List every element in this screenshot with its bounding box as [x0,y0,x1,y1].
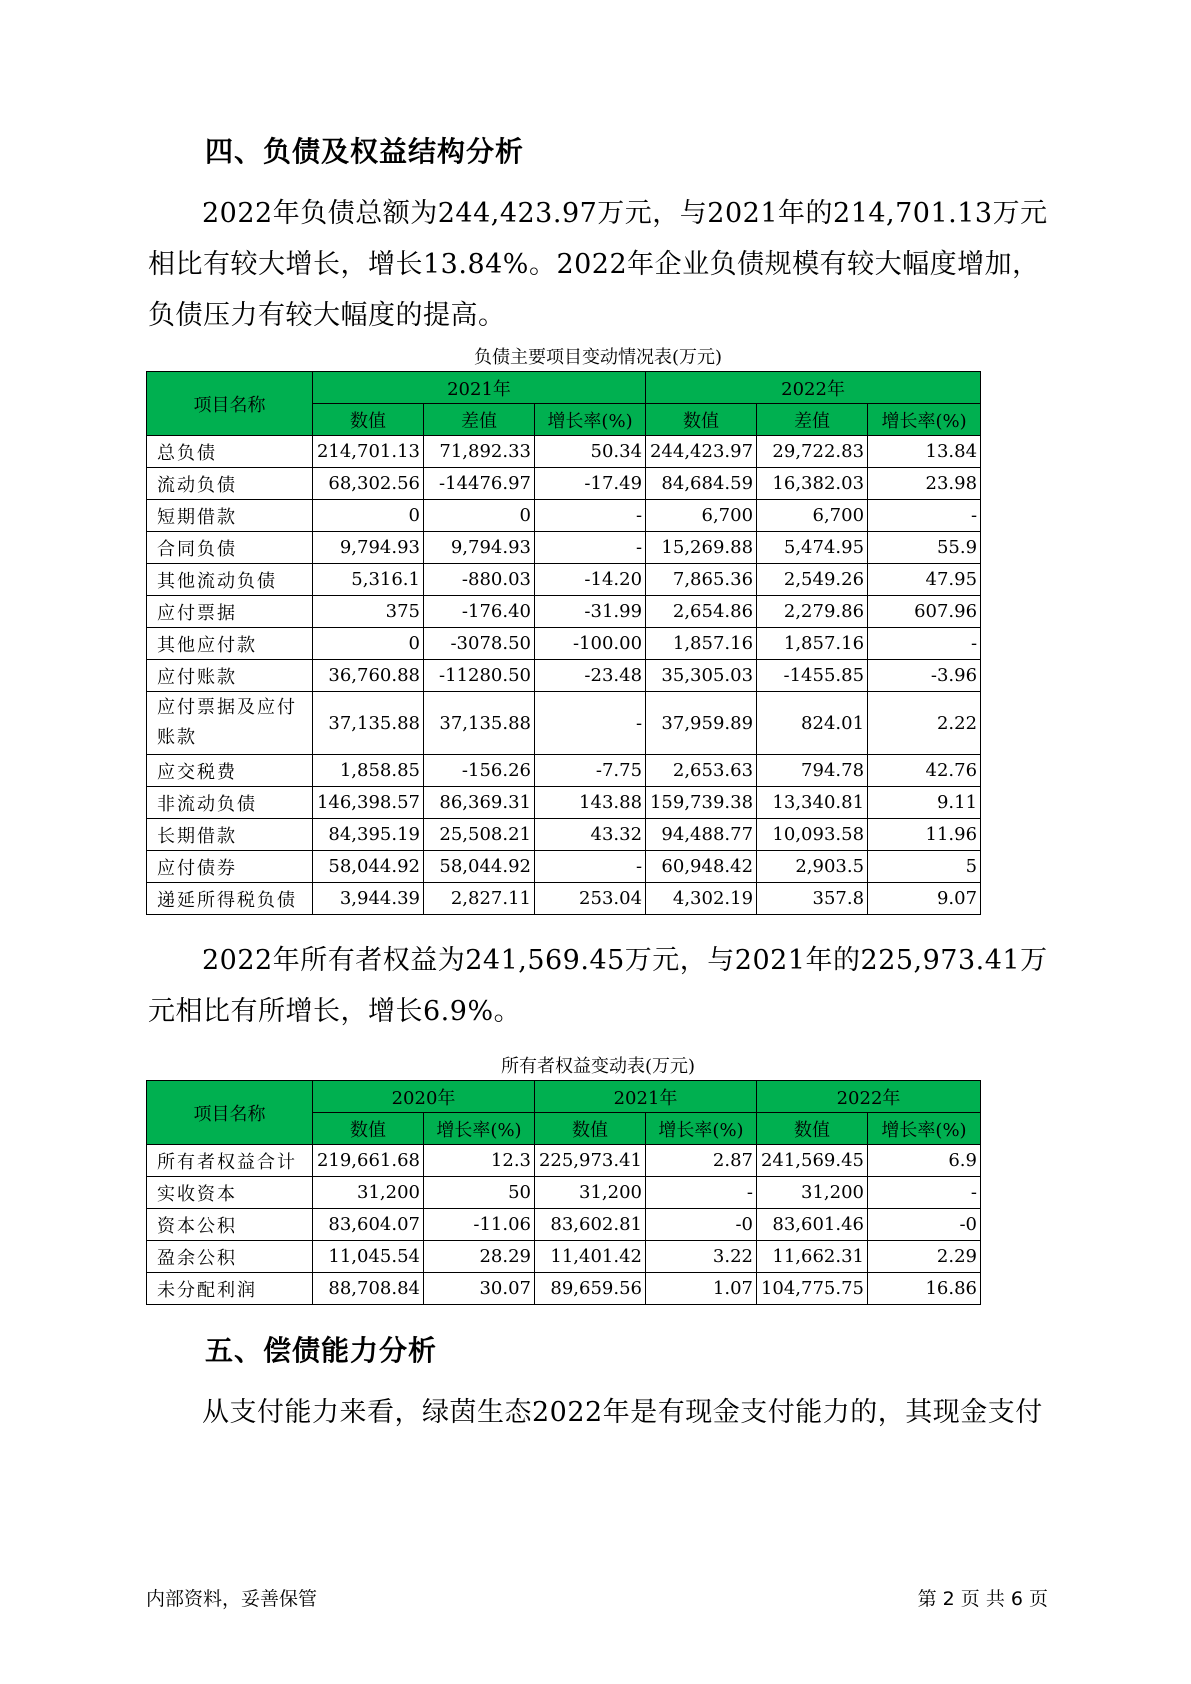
table-cell: 47.95 [868,564,981,596]
table-cell: -880.03 [424,564,535,596]
table-cell: 2.22 [868,692,981,755]
column-header: 数值 [313,404,424,436]
row-label: 非流动负债 [147,787,313,819]
column-header: 2020年 [313,1081,535,1113]
page-number: 第 2 页 共 6 页 [917,1588,1048,1610]
column-header: 数值 [535,1113,646,1145]
row-label: 资本公积 [147,1209,313,1241]
table-cell: -11280.50 [424,660,535,692]
equity-table [146,1080,981,1305]
table-cell: 244,423.97 [646,436,757,468]
table-cell: 607.96 [868,596,981,628]
table-cell: 86,369.31 [424,787,535,819]
table-cell: -7.75 [535,755,646,787]
table-cell: 37,959.89 [646,692,757,755]
table-cell: 824.01 [757,692,868,755]
table-cell: 2,279.86 [757,596,868,628]
table-cell: 68,302.56 [313,468,424,500]
table-cell: 83,602.81 [535,1209,646,1241]
table-cell: 143.88 [535,787,646,819]
liabilities-table [146,371,981,915]
column-header: 2022年 [646,372,981,404]
table-cell: -17.49 [535,468,646,500]
table-cell: 253.04 [535,883,646,915]
table-cell: 11,045.54 [313,1241,424,1273]
row-label: 未分配利润 [147,1273,313,1305]
table-cell: 10,093.58 [757,819,868,851]
row-label: 长期借款 [147,819,313,851]
table-cell: 1,858.85 [313,755,424,787]
paragraph: 2022年负债总额为244,423.97万元，与2021年的214,701.13万元相比有较大增长，增长13.84%。2022年企业负债规模有较大幅度增加，负债压力有较大幅度的提高。 [148,198,1048,331]
table-cell: -156.26 [424,755,535,787]
table-cell: 60,948.42 [646,851,757,883]
row-label: 实收资本 [147,1177,313,1209]
table-row [147,1177,981,1209]
table-cell: 2,827.11 [424,883,535,915]
table-cell: 0 [313,500,424,532]
table-row [147,787,981,819]
table-cell: 1.07 [646,1273,757,1305]
row-label: 递延所得税负债 [147,883,313,915]
table-cell: 11,401.42 [535,1241,646,1273]
table-cell: 50.34 [535,436,646,468]
table-cell: 3,944.39 [313,883,424,915]
section-heading: 四、负债及权益结构分析 [205,135,525,168]
table-cell: 0 [424,500,535,532]
table-cell: -3.96 [868,660,981,692]
table-cell: 25,508.21 [424,819,535,851]
table-cell: 13,340.81 [757,787,868,819]
table-row [147,660,981,692]
table-row [147,436,981,468]
table-cell: - [868,500,981,532]
column-header: 2022年 [757,1081,981,1113]
table-cell: 23.98 [868,468,981,500]
section-heading: 五、偿债能力分析 [205,1334,438,1367]
table-cell: 16.86 [868,1273,981,1305]
row-label: 应交税费 [147,755,313,787]
table-cell: - [868,628,981,660]
table-cell: 58,044.92 [424,851,535,883]
table-cell: 31,200 [313,1177,424,1209]
table-row [147,883,981,915]
table-cell: 9.11 [868,787,981,819]
table-cell: - [535,851,646,883]
table-cell: 94,488.77 [646,819,757,851]
column-header: 增长率(%) [868,404,981,436]
table-cell: 3.22 [646,1241,757,1273]
row-label: 其他应付款 [147,628,313,660]
table-cell: 15,269.88 [646,532,757,564]
row-label: 盈余公积 [147,1241,313,1273]
table-cell: - [535,532,646,564]
table-cell: - [535,500,646,532]
table-cell: 104,775.75 [757,1273,868,1305]
table-row [147,468,981,500]
table-cell: 5 [868,851,981,883]
table-cell: 35,305.03 [646,660,757,692]
table-cell: 29,722.83 [757,436,868,468]
table-cell: 2,653.63 [646,755,757,787]
row-label: 应付票据 [147,596,313,628]
table-cell: -0 [646,1209,757,1241]
table-cell: 16,382.03 [757,468,868,500]
table-cell: 9.07 [868,883,981,915]
table-caption: 所有者权益变动表(万元) [500,1056,696,1077]
table-cell: 31,200 [757,1177,868,1209]
table-row [147,564,981,596]
table-cell: 55.9 [868,532,981,564]
table-cell: - [646,1177,757,1209]
table-row [147,692,981,755]
table-cell: -176.40 [424,596,535,628]
table-row [147,851,981,883]
column-header: 2021年 [535,1081,757,1113]
row-label: 短期借款 [147,500,313,532]
table-caption: 负债主要项目变动情况表(万元) [473,347,723,368]
paragraph: 从支付能力来看，绿茵生态2022年是有现金支付能力的，其现金支付 [202,1397,1043,1428]
table-cell: 42.76 [868,755,981,787]
table-cell: -23.48 [535,660,646,692]
table-cell: 11,662.31 [757,1241,868,1273]
table-cell: -3078.50 [424,628,535,660]
table-cell: 0 [313,628,424,660]
table-cell: 31,200 [535,1177,646,1209]
table-row [147,628,981,660]
footer-note: 内部资料，妥善保管 [146,1588,318,1610]
table-cell: 9,794.93 [424,532,535,564]
table-cell: -31.99 [535,596,646,628]
column-header: 数值 [757,1113,868,1145]
table-cell: 83,604.07 [313,1209,424,1241]
table-cell: - [868,1177,981,1209]
column-header: 增长率(%) [868,1113,981,1145]
table-cell: 6,700 [646,500,757,532]
table-cell: -14476.97 [424,468,535,500]
column-header: 增长率(%) [535,404,646,436]
table-cell: 28.29 [424,1241,535,1273]
column-header: 项目名称 [147,372,313,436]
table-cell: 7,865.36 [646,564,757,596]
table-cell: -100.00 [535,628,646,660]
column-header: 增长率(%) [646,1113,757,1145]
table-cell: 6,700 [757,500,868,532]
row-label: 总负债 [147,436,313,468]
table-cell: 241,569.45 [757,1145,868,1177]
table-cell: 9,794.93 [313,532,424,564]
table-cell: 5,316.1 [313,564,424,596]
table-cell: 13.84 [868,436,981,468]
table-cell: 84,684.59 [646,468,757,500]
table-cell: 2,549.26 [757,564,868,596]
table-cell: 6.9 [868,1145,981,1177]
table-cell: 36,760.88 [313,660,424,692]
table-cell: 375 [313,596,424,628]
table-cell: 5,474.95 [757,532,868,564]
table-cell: 71,892.33 [424,436,535,468]
row-label: 应付账款 [147,660,313,692]
table-cell: 83,601.46 [757,1209,868,1241]
table-row [147,819,981,851]
row-label: 其他流动负债 [147,564,313,596]
table-cell: 12.3 [424,1145,535,1177]
table-cell: 89,659.56 [535,1273,646,1305]
table-cell: 219,661.68 [313,1145,424,1177]
table-cell: 58,044.92 [313,851,424,883]
column-header: 差值 [424,404,535,436]
table-cell: 1,857.16 [757,628,868,660]
row-label: 所有者权益合计 [147,1145,313,1177]
table-cell: 50 [424,1177,535,1209]
table-cell: 357.8 [757,883,868,915]
row-label: 应付票据及应付账款 [147,692,313,755]
table-cell: 30.07 [424,1273,535,1305]
column-header: 项目名称 [147,1081,313,1145]
table-row [147,500,981,532]
table-row [147,1145,981,1177]
table-cell: 43.32 [535,819,646,851]
table-cell: 214,701.13 [313,436,424,468]
table-cell: 794.78 [757,755,868,787]
table-cell: 2.87 [646,1145,757,1177]
table-cell: -14.20 [535,564,646,596]
table-row [147,1241,981,1273]
table-cell: 2.29 [868,1241,981,1273]
column-header: 数值 [646,404,757,436]
table-row [147,1209,981,1241]
table-cell: - [535,692,646,755]
table-row [147,1273,981,1305]
table-cell: -1455.85 [757,660,868,692]
column-header: 数值 [313,1113,424,1145]
table-cell: 37,135.88 [313,692,424,755]
row-label: 流动负债 [147,468,313,500]
table-cell: 84,395.19 [313,819,424,851]
paragraph: 2022年所有者权益为241,569.45万元，与2021年的225,973.41万元相比有所增长，增长6.9%。 [148,945,1048,1027]
column-header: 2021年 [313,372,646,404]
table-cell: 2,903.5 [757,851,868,883]
row-label: 应付债券 [147,851,313,883]
table-row [147,755,981,787]
table-cell: 159,739.38 [646,787,757,819]
table-cell: 2,654.86 [646,596,757,628]
table-row [147,532,981,564]
table-cell: 37,135.88 [424,692,535,755]
table-cell: -0 [868,1209,981,1241]
row-label: 合同负债 [147,532,313,564]
table-cell: 225,973.41 [535,1145,646,1177]
table-cell: 1,857.16 [646,628,757,660]
table-cell: 88,708.84 [313,1273,424,1305]
table-cell: 146,398.57 [313,787,424,819]
table-row [147,596,981,628]
table-cell: 4,302.19 [646,883,757,915]
column-header: 增长率(%) [424,1113,535,1145]
table-cell: 11.96 [868,819,981,851]
table-cell: -11.06 [424,1209,535,1241]
column-header: 差值 [757,404,868,436]
